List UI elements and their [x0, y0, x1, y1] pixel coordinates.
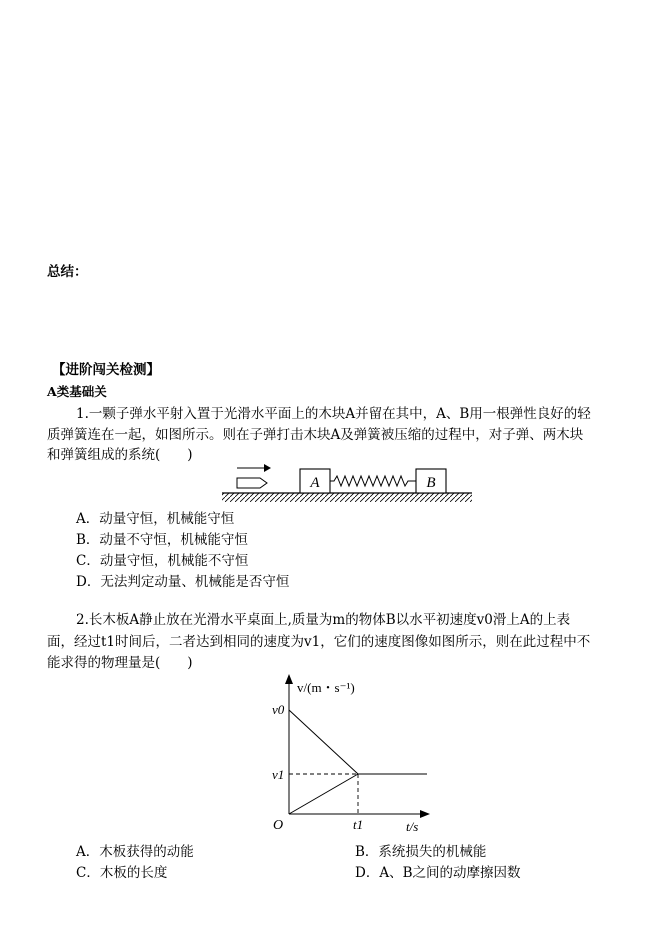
arrow-right-icon — [264, 464, 271, 472]
q2-option-b: B．系统损失的机械能 — [355, 844, 487, 860]
velocity-time-chart — [262, 672, 440, 838]
block-b-label: B — [426, 475, 436, 491]
series-b-decelerating — [289, 710, 358, 774]
y-axis-label: v/(m・s⁻¹) — [297, 680, 355, 695]
series-a-accelerating — [289, 774, 358, 814]
y-axis-arrow-icon — [285, 674, 293, 684]
q2-option-c: C．木板的长度 — [76, 865, 168, 881]
summary-label: 总结： — [47, 264, 88, 280]
q1-option-a: A．动量守恒，机械能守恒 — [76, 511, 235, 527]
ground-hatch — [222, 493, 472, 502]
q2-option-a: A．木板获得的动能 — [76, 844, 194, 860]
q1-line-1: 1.一颗子弹水平射入置于光滑水平面上的木块A并留在其中，A、B用一根弹性良好的轻 — [76, 406, 591, 422]
x-axis-arrow-icon — [420, 810, 430, 818]
q1-option-b: B．动量不守恒，机械能守恒 — [76, 532, 248, 548]
q2-line-1: 2.长木板A静止放在光滑水平桌面上,质量为m的物体B以水平初速度v0滑上A的上表 — [76, 612, 571, 628]
q1-option-c: C．动量守恒，机械能不守恒 — [76, 553, 249, 569]
x-tick-t1: t1 — [353, 817, 364, 832]
q1-line-2: 质弹簧连在一起，如图所示。则在子弹打击木块A及弹簧被压缩的过程中，对子弹、两木块 — [47, 427, 584, 443]
q2-line-3: 能求得的物理量是( ) — [47, 655, 193, 671]
spring-icon — [330, 476, 416, 486]
category-label: A类基础关 — [47, 384, 107, 399]
section-title: 【进阶闯关检测】 — [52, 362, 160, 378]
y-tick-v1: v1 — [272, 767, 285, 782]
q2-line-2: 面，经过t1时间后，二者达到相同的速度为v1，它们的速度图像如图所示，则在此过程中不 — [47, 634, 591, 650]
q1-option-d: D．无法判定动量、机械能是否守恒 — [76, 574, 290, 590]
q1-line-3: 和弹簧组成的系统( ) — [47, 447, 193, 463]
origin-label: O — [273, 818, 284, 833]
q2-option-d: D．A、B之间的动摩擦因数 — [355, 865, 521, 881]
q1-figure — [220, 462, 475, 508]
x-axis-label: t/s — [406, 819, 419, 834]
bullet-icon — [237, 478, 267, 488]
y-tick-v0: v0 — [272, 702, 285, 717]
block-a-label: A — [310, 475, 320, 491]
